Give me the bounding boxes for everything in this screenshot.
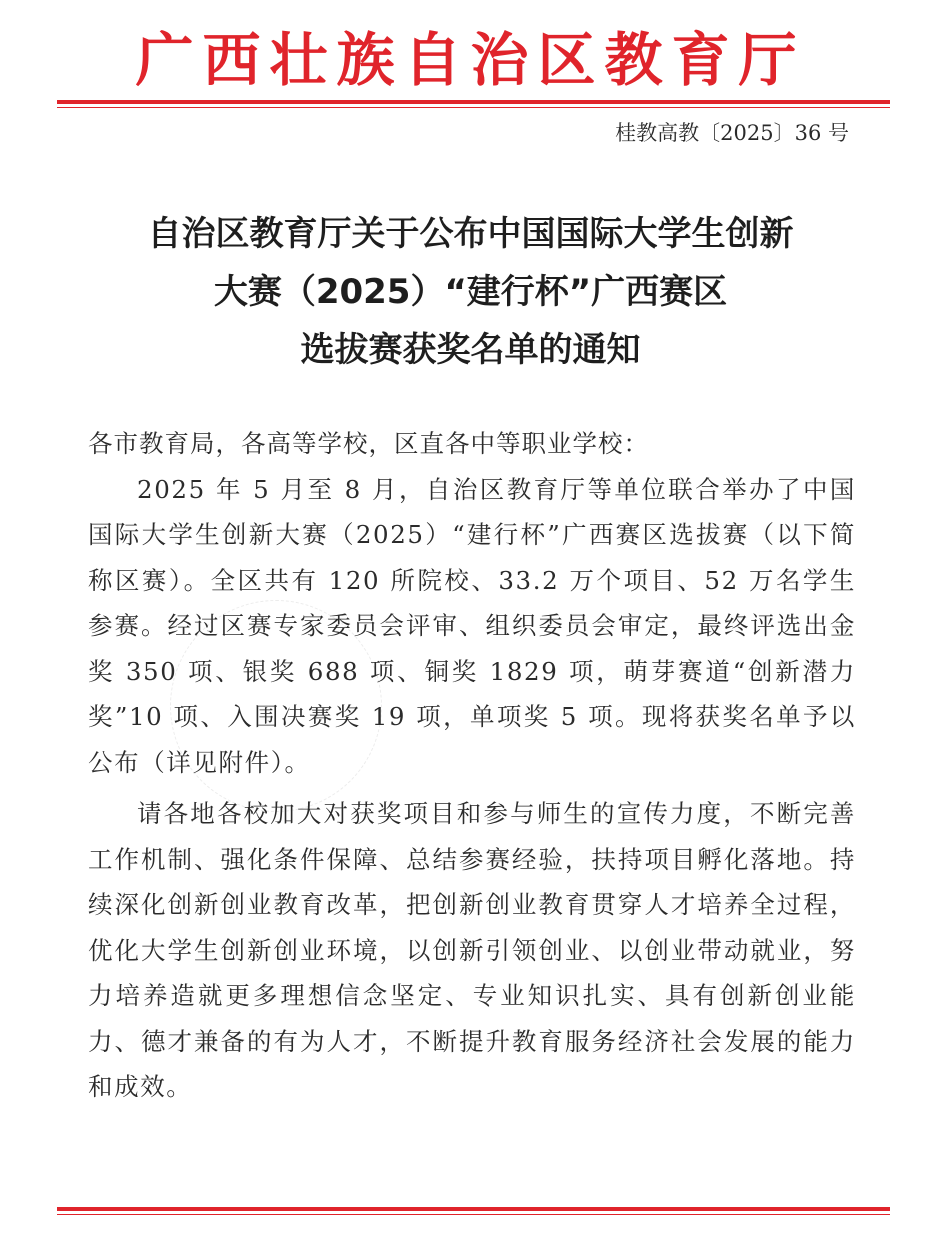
- document-body: [88, 421, 856, 1110]
- document-number: 桂教高教〔2025〕36 号: [615, 121, 849, 145]
- title-line-3: 选拔赛获奖名单的通知: [300, 330, 641, 370]
- issuer-header: 广西壮族自治区教育厅: [135, 26, 806, 94]
- header-divider-thick: [57, 100, 890, 104]
- document-title: [0, 205, 941, 379]
- title-line-2: 大赛（2025）“建行杯”广西赛区: [213, 272, 728, 312]
- paragraph-requirements: 请各地各校加大对获奖项目和参与师生的宣传力度，不断完善工作机制、强化条件保障、总结参赛经验，扶持项目孵化落地。持续深化创新创业教育改革，把创新创业教育贯穿人才培养全过程，优化大学生创新创业环境，以创新引领创业、以创业带动就业，努力培养造就更多理想信念坚定、专业知识扎实、具有创新创业能力、德才兼备的有为人才，不断提升教育服务经济社会发展的能力和成效。: [88, 799, 856, 1101]
- paragraph-announcement: 2025 年 5 月至 8 月，自治区教育厅等单位联合举办了中国国际大学生创新大赛（2025）“建行杯”广西赛区选拔赛（以下简称区赛）。全区共有 120 所院校、33.2 万个项目、52 万名学生参赛。经过区赛专家委员会评审、组织委员会审定，最终评选出金奖 350 项、银奖 688 项、铜奖 1829 项，萌芽赛道“创新潜力奖”10 项、入围决赛奖 19 项，单项奖 5 项。现将获奖名单予以公布（详见附件）。: [88, 474, 856, 777]
- title-line-1: 自治区教育厅关于公布中国国际大学生创新: [147, 214, 794, 254]
- footer-divider-thick: [57, 1207, 890, 1211]
- salutation: 各市教育局，各高等学校，区直各中等职业学校：: [88, 429, 649, 458]
- header-divider-thin: [57, 107, 890, 108]
- footer-divider-thin: [57, 1214, 890, 1215]
